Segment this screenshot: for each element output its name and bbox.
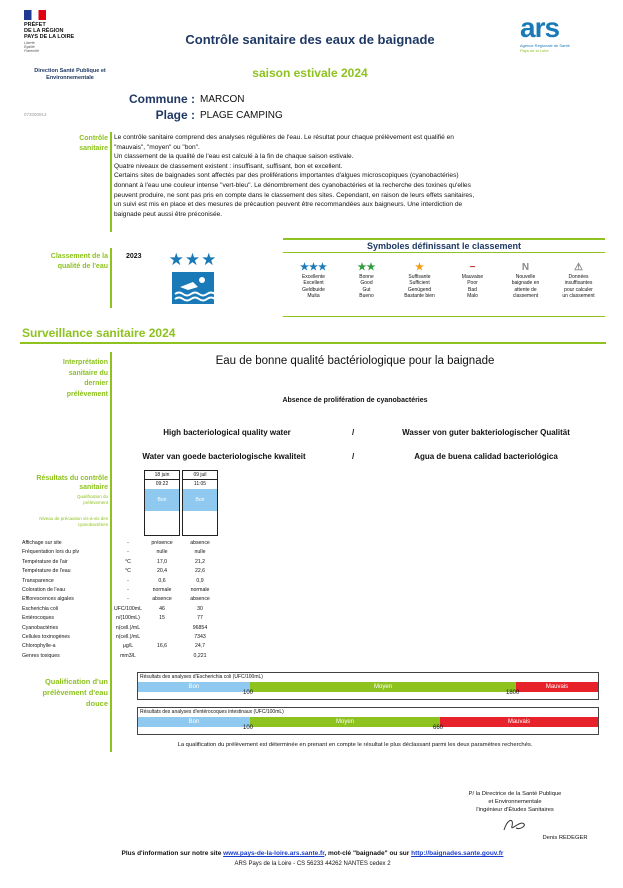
motto-line: Égalité [24,45,35,49]
controle-line: peuvent produire, ne sont pas pris en compte dans le classement des sites. Cependant, en raison de leurs effets sanitaires, [114,191,475,199]
param-unit: - [127,549,129,556]
symbol-caption: Suffisante [408,274,431,280]
motto-line: Fraternité [24,49,39,53]
symbol-item [499,262,552,300]
param-unit: n(cell.)/mL [115,624,141,631]
footer-pre: Plus d'information sur notre site [121,850,224,857]
param-name: Affichage sur site [22,540,62,546]
sample-column [182,470,218,536]
main-quality: Eau de bonne qualité bactériologique pour la baignade [215,355,495,367]
controle-line: baignade peut aussi être préconisée. [114,210,223,218]
param-value-2: 7343 [194,634,206,640]
ecoli-threshold-2: 1800 [506,690,520,696]
sep: / [352,452,355,461]
quality-en: High bacteriological quality water [163,428,291,437]
surveillance-rule [20,342,606,344]
classement-divider [110,248,112,308]
param-name: Fréquentation lors du plv [22,549,80,556]
controle-label: Contrôle sanitaire [79,135,108,152]
ecoli-bon: Bon [138,682,250,692]
plage-label: Plage : [155,108,195,122]
param-value-1: 16,6 [156,643,168,650]
symbols-row [287,262,605,300]
param-value-1: 20,4 [156,568,168,575]
symbol-caption: Excellente [301,274,326,280]
quality-es: Agua de buena calidad bacteriológica [414,452,558,461]
footer-address: ARS Pays de la Loire - CS 56233 44262 NANTES cedex 2 [234,861,391,867]
sample-date: 18 juin [145,471,179,480]
ars-logo [520,14,610,53]
symbol-caption: Malo [467,293,478,300]
classement-symbol-icon: − [469,262,476,273]
commune-value: MARCON [200,94,245,105]
param-name: Transparence [22,577,54,584]
entero-mauvais: Mauvais [440,717,598,727]
classement-label: Classement de la qualité de l'eau [50,253,108,270]
param-value-2: 0,9 [196,577,204,584]
param-unit: - [127,587,129,593]
symbol-item [446,262,499,300]
sample-time: 09:22 [155,481,169,487]
entero-bon: Bon [138,717,250,727]
classement-symbol-icon: ⚠ [574,262,583,273]
commune-label: Commune : [129,92,195,106]
controle-line: Certains sites de baignades sont affectés par des proliférations importantes d'algues microscopiques (cyanobactéries) [114,172,459,180]
doc-code: 072000913 [24,112,47,117]
footer-info [40,850,585,857]
footer-mid: , mot-clé "baignade" ou sur [324,850,412,857]
classement-symbol-icon: ★★★ [300,262,327,273]
ecoli-threshold-1: 100 [243,690,254,696]
baignades-link[interactable]: http://baignades.sante.gouv.fr [411,850,504,857]
symbol-item [552,262,605,300]
marianne-icon [24,10,46,20]
entero-threshold-1: 100 [243,725,254,731]
symbol-caption: Nouvelle [515,274,536,280]
signature-name: Denis REDEGER [542,835,588,841]
param-name: Cellules toxinogènes [22,634,70,640]
controle-line: "mauvais", "moyen" ou "bon". [114,143,200,151]
qualification-note: La qualification du prélèvement est déterminée en prenant en compte le résultat le plus déclassant parmi les deux paramètres recherchés. [177,742,533,748]
qualification-label: Qualification d'un prélèvement d'eau douce [42,677,108,708]
ecoli-box [137,672,599,700]
param-unit: n/(100mL) [116,615,140,622]
symbol-caption: Poor [467,280,478,287]
entero-threshold-2: 660 [433,725,444,731]
quality-nl: Water van goede bacteriologische kwaliteit [142,452,306,461]
signature-line: P/ la Directrice de la Santé Publique [468,791,562,797]
swimmer-icon [160,270,226,306]
param-unit: µg/L [122,643,134,650]
param-name: Cyanobactéries [22,624,59,631]
niveau-label: Niveau de précaution vis-à-vis des cyanobactéries [39,516,108,527]
classement-badge [160,250,226,310]
symbol-caption: baignade en [511,280,540,287]
symbol-caption: Mauvaise [461,274,484,280]
param-name: Genres toxiques [22,652,60,659]
param-value-1: nulle [156,549,168,556]
param-value-2: nulle [194,549,206,556]
qualif-label: Qualification du prélèvement [76,494,108,505]
classement-year: 2023 [126,253,142,260]
symbol-caption: pour calculer [564,286,593,293]
symbol-caption: Bad [468,286,477,293]
symbols-title: Symboles définissant le classement [366,241,522,251]
direction-label: Direction Santé Publique et Environnementale [34,68,106,81]
param-name: Chlorophylle-a [22,643,56,650]
param-value-1: 46 [159,605,165,612]
ecoli-moyen: Moyen [250,682,516,692]
controle-line: un suivi est mis en place et des mesures de précaution peuvent être recommandées aux baigneurs. Une interdiction de [114,201,463,209]
signature-line: et Environnementale [488,799,542,805]
plage-value: PLAGE CAMPING [200,110,283,121]
symbol-item [393,262,446,300]
symbol-caption: Muita [307,293,320,300]
param-value-1: 17,0 [156,558,168,565]
param-value-2: 24,7 [194,643,206,650]
param-name: Entérocoques [22,615,55,622]
controle-text [114,133,604,219]
param-value-2: absence [190,596,210,603]
classement-symbol-icon: ★★ [357,262,376,273]
ars-sub: Agence Régionale de Santé [520,43,570,48]
symbol-caption: Gut [362,286,371,293]
symbol-caption: un classement [562,293,595,300]
prefet-line: PAYS DE LA LOIRE [24,34,75,40]
controle-line: Un classement de la qualité de l'eau est calculé à la fin de chaque saison estivale. [114,153,354,161]
symbol-caption: Geldbuide [302,286,325,293]
resultats-label: Résultats du contrôle sanitaire [36,475,108,491]
prefet-line: DE LA RÉGION [24,28,64,34]
param-value-2: absence [190,540,210,546]
ars-logo-text: ars [520,12,560,43]
sample-date: 09 juil [183,471,217,480]
symbol-caption: insuffisantes [564,280,593,287]
signature-block [420,790,610,842]
motto-line: Liberté [24,41,35,45]
param-value-2: 30 [197,605,203,612]
entero-title: Résultats des analyses d'entérocoques intestinaux (UFC/100mL) [140,709,284,715]
symbol-caption: Bueno [359,293,374,300]
sample-column [144,470,180,536]
param-unit: °C [125,568,131,575]
page-title: Contrôle sanitaire des eaux de baignade [185,32,435,47]
param-value-2: normale [190,587,210,593]
classement-symbol-icon: ★ [415,262,424,273]
symbol-caption: Bastante bien [404,293,435,300]
param-unit: n(cell.)/mL [115,634,141,640]
param-unit: UFC/100mL [114,605,142,612]
controle-line: Quatre niveaux de classement existent : insuffisant, suffisant, bon et excellent. [114,162,343,170]
symbol-item [340,262,393,300]
param-value-2: 77 [197,615,203,622]
controle-line: donnant à l'eau une couleur intense "vert-bleu". Le dénombrement des cyanobactéries et la recherche des toxines qu'elles [114,181,471,189]
param-unit: - [127,540,129,546]
signature-line: l'ingénieur d'Études Sanitaires [476,807,554,813]
surveillance-title: Surveillance sanitaire 2024 [22,326,176,340]
param-value-1: 0,6 [158,577,166,584]
sample-qualif: Bon [145,489,179,511]
controle-line: Le contrôle sanitaire comprend des analyses régulières de l'eau. Le résultat pour chaque prélèvement est qualifié en [114,134,454,141]
param-unit: - [127,577,129,584]
param-value-1: présence [151,540,173,546]
ecoli-title: Résultats des analyses d'Escherichia coli (UFC/100mL) [140,674,263,680]
excellent-stars-icon: ★★★ [168,250,218,269]
param-value-2: 22,6 [194,568,206,575]
param-unit: °C [125,558,131,565]
quality-de: Wasser von guter bakteriologischer Qualität [402,428,570,437]
param-unit: - [127,596,129,603]
symbol-caption: classement [512,293,539,300]
symbol-caption: Données [568,274,589,280]
sample-time: 11:05 [193,481,207,487]
symbol-caption: Genügend [407,286,432,293]
symbol-caption: Excellent [303,280,324,287]
param-name: Coloration de l'eau [22,587,66,593]
classement-symbol-icon: N [521,262,530,273]
symbols-box [283,238,605,317]
symbol-caption: Bonne [359,274,374,280]
symbol-item [287,262,340,300]
param-name: Efflorescences algales [22,596,74,603]
controle-divider [110,132,112,232]
ars-website-link[interactable]: www.pays-de-la-loire.ars.sante.fr [223,850,325,857]
symbol-caption: Good [360,280,373,287]
prefet-logo [24,10,94,53]
entero-moyen: Moyen [250,717,440,727]
prefet-line: PRÉFET [24,22,46,28]
season-title: saison estivale 2024 [252,66,368,80]
cyano-status: Absence de prolifération de cyanobactéries [282,397,428,404]
sample-qualif: Bon [183,489,217,511]
param-name: Escherichia coli [22,605,59,612]
param-unit: mm3/L [120,652,136,659]
ars-region: Pays de la Loire [520,48,549,53]
symbol-caption: attente de [514,286,537,293]
ecoli-mauvais: Mauvais [516,682,598,692]
param-value-2: 0,221 [193,652,207,659]
param-value-2: 21,2 [194,558,206,565]
sep: / [352,428,355,437]
symbol-caption: Sufficient [409,280,430,287]
param-name: Température de l'air [22,558,68,565]
param-value-2: 96854 [192,624,208,631]
interp-label: Interprétation sanitaire du dernier prélèvement [62,359,108,398]
param-name: Température de l'eau [22,568,71,575]
signature-icon [500,816,530,834]
param-value-1: absence [152,596,172,603]
entero-box [137,707,599,735]
param-value-1: 15 [159,615,165,622]
param-value-1: normale [152,587,172,593]
